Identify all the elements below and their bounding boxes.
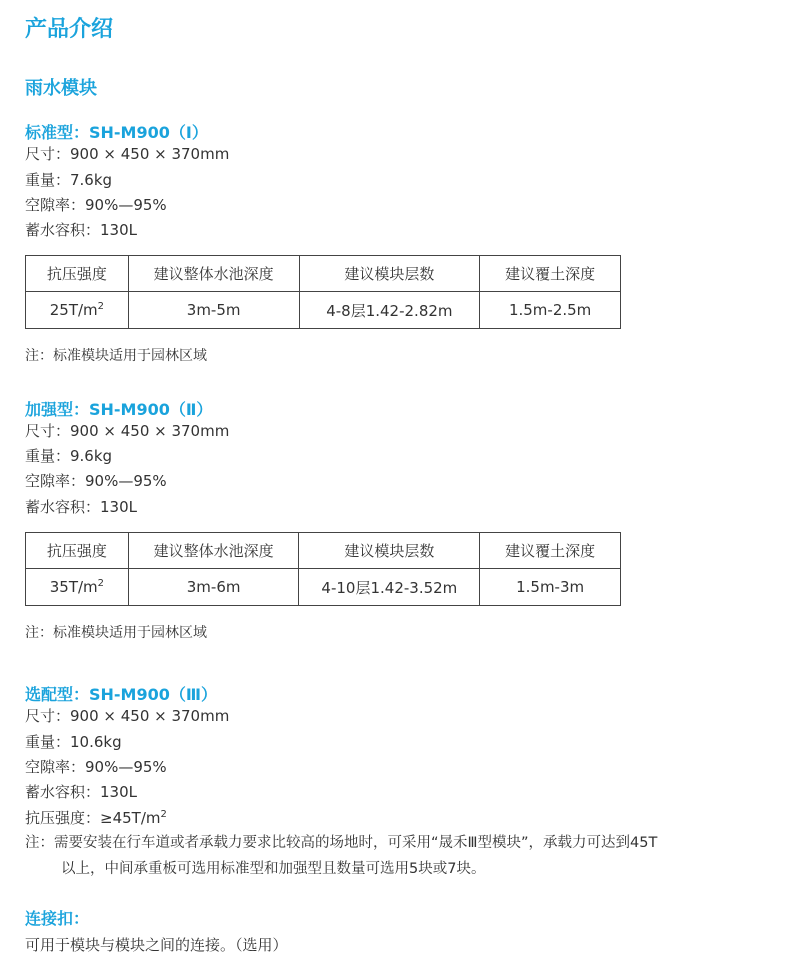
model-2-note: 注：标准模块适用于园林区域	[25, 625, 207, 641]
cell-cover-depth: 1.5m-3m	[480, 569, 621, 606]
model-2-capacity: 蓄水容积：130L	[25, 498, 137, 516]
cell-pool-depth: 3m-5m	[128, 292, 299, 329]
header-cover-depth: 建议覆土深度	[480, 256, 621, 292]
model-1-capacity: 蓄水容积：130L	[25, 221, 137, 239]
table-row	[26, 292, 621, 329]
page-title: 产品介绍	[25, 17, 114, 42]
table-header-row	[26, 533, 621, 569]
model-3-capacity: 蓄水容积：130L	[25, 783, 137, 801]
model-2-name: 加强型：SH-M900（Ⅱ）	[25, 400, 213, 419]
model-3-size: 尺寸：900 × 450 × 370mm	[25, 707, 230, 725]
table-row	[26, 569, 621, 606]
model-2-table	[25, 532, 621, 606]
cell-strength: $35T/m^2$	[26, 569, 129, 606]
model-3-note	[25, 830, 795, 882]
header-strength: 抗压强度	[26, 256, 129, 292]
cell-layers: 4-10层1.42-3.52m	[299, 569, 480, 606]
connector-title: 连接扣：	[25, 909, 90, 928]
model-1-weight: 重量：7.6kg	[25, 171, 113, 189]
model-2-weight: 重量：9.6kg	[25, 447, 113, 465]
header-cover-depth: 建议覆土深度	[480, 533, 621, 569]
model-1-note: 注：标准模块适用于园林区域	[25, 348, 207, 364]
model-1-size: 尺寸：900 × 450 × 370mm	[25, 145, 230, 163]
section-heading: 雨水模块	[25, 78, 97, 99]
model-3-note-line-2: 以上，中间承重板可选用标准型和加强型且数量可选用5块或7块。	[61, 861, 486, 877]
connector-text: 可用于模块与模块之间的连接。（选用）	[25, 936, 288, 954]
cell-cover-depth: 1.5m-2.5m	[480, 292, 621, 329]
model-3-weight: 重量：10.6kg	[25, 733, 122, 751]
model-3-strength: 抗压强度：$\ge 45T/m^2$	[25, 809, 167, 827]
header-layers: 建议模块层数	[299, 256, 480, 292]
model-3-porosity: 空隙率：90%—95%	[25, 758, 167, 776]
header-pool-depth: 建议整体水池深度	[128, 256, 299, 292]
model-2-porosity: 空隙率：90%—95%	[25, 472, 167, 490]
cell-strength: $25T/m^2$	[26, 292, 129, 329]
table-header-row	[26, 256, 621, 292]
model-1-name: 标准型：SH-M900（Ⅰ）	[25, 123, 208, 142]
header-strength: 抗压强度	[26, 533, 129, 569]
header-pool-depth: 建议整体水池深度	[128, 533, 299, 569]
model-1-table	[25, 255, 621, 329]
model-3-name: 选配型：SH-M900（Ⅲ）	[25, 685, 218, 704]
model-1-porosity: 空隙率：90%—95%	[25, 196, 167, 214]
model-2-size: 尺寸：900 × 450 × 370mm	[25, 422, 230, 440]
cell-pool-depth: 3m-6m	[128, 569, 299, 606]
model-3-note-line-1: 注：需要安装在行车道或者承载力要求比较高的场地时，可采用“晟禾Ⅲ型模块”，承载力可达到45T	[25, 835, 658, 851]
cell-layers: 4-8层1.42-2.82m	[299, 292, 480, 329]
header-layers: 建议模块层数	[299, 533, 480, 569]
